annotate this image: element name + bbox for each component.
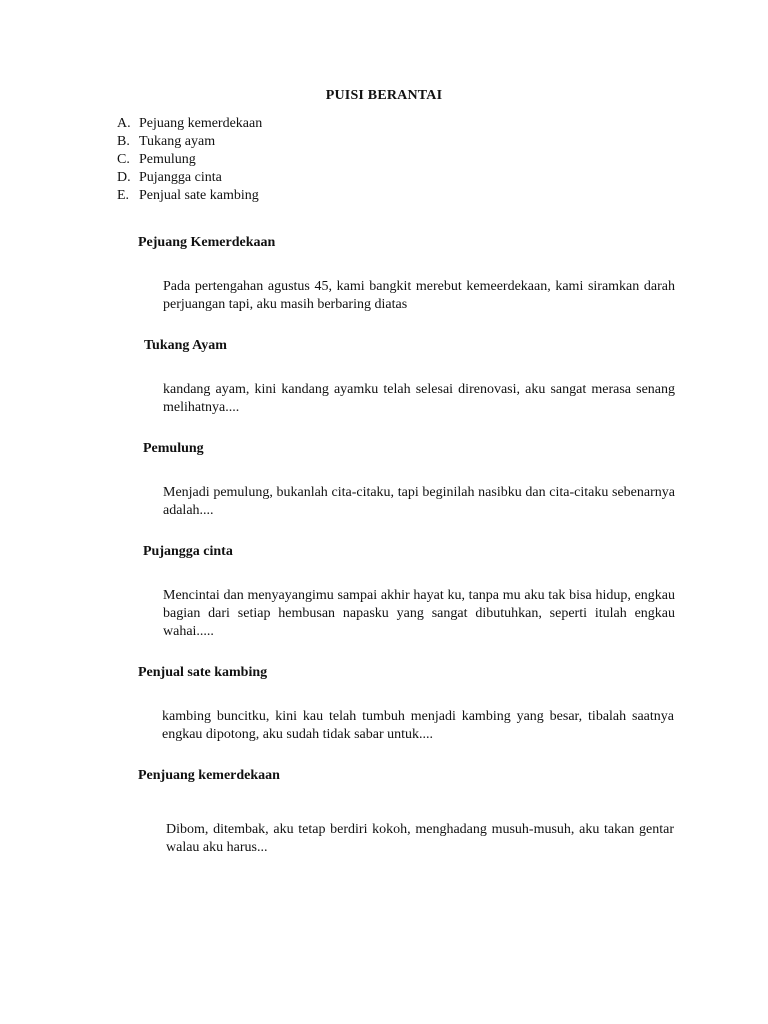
section-paragraph: kambing buncitku, kini kau telah tumbuh menjadi kambing yang besar, tibalah saatnya engkau dipotong, aku sudah tidak sabar untuk.... [162, 709, 674, 742]
section-heading: Pemulung [143, 441, 204, 456]
toc-item [117, 133, 262, 151]
section-paragraph: Mencintai dan menyayangimu sampai akhir hayat ku, tanpa mu aku tak bisa hidup, engkau bagian dari setiap hembusan napasku yang sangat dibutuhkan, seperti itulah engkau wahai..... [163, 588, 675, 639]
section-heading: Penjuang kemerdekaan [138, 768, 280, 783]
toc-item [117, 169, 262, 187]
toc-label: Pemulung [139, 152, 196, 167]
toc-item [117, 187, 262, 205]
toc-item [117, 115, 262, 133]
toc-label: Penjual sate kambing [139, 188, 259, 203]
toc-letter: A. [117, 116, 131, 131]
table-of-contents [117, 115, 262, 205]
toc-label: Pujangga cinta [139, 170, 222, 185]
document-title: PUISI BERANTAI [325, 88, 443, 103]
section-paragraph: Menjadi pemulung, bukanlah cita-citaku, tapi beginilah nasibku dan cita-citaku sebenarnya adalah.... [163, 485, 675, 518]
toc-letter: B. [117, 134, 130, 149]
section-heading: Pujangga cinta [143, 544, 233, 559]
toc-label: Tukang ayam [139, 134, 216, 149]
toc-letter: D. [117, 170, 131, 185]
section-heading: Tukang Ayam [144, 338, 227, 353]
section-heading: Penjual sate kambing [138, 665, 268, 680]
toc-label: Pejuang kemerdekaan [139, 116, 263, 131]
section-heading: Pejuang Kemerdekaan [138, 235, 276, 250]
section-paragraph: Pada pertengahan agustus 45, kami bangkit merebut kemeerdekaan, kami siramkan darah perjuangan tapi, aku masih berbaring diatas [163, 279, 675, 312]
toc-letter: C. [117, 152, 130, 167]
toc-item [117, 151, 262, 169]
section-paragraph: kandang ayam, kini kandang ayamku telah selesai direnovasi, aku sangat merasa senang melihatnya.... [163, 382, 675, 415]
section-paragraph: Dibom, ditembak, aku tetap berdiri kokoh, menghadang musuh-musuh, aku takan gentar walau aku harus... [166, 822, 674, 855]
toc-letter: E. [117, 188, 130, 203]
